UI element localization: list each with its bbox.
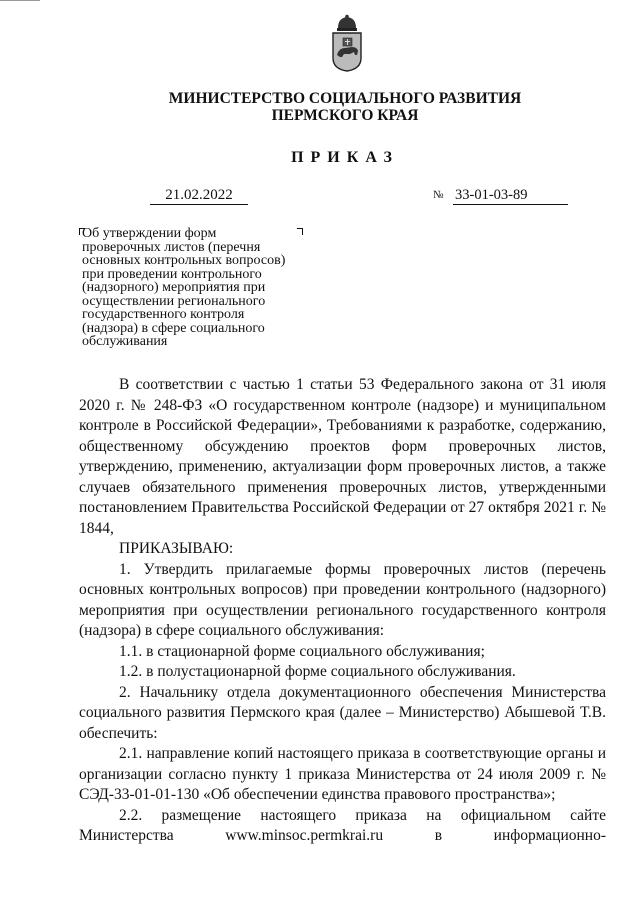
document-type: ПРИКАЗ xyxy=(291,149,399,166)
number-sign: № xyxy=(433,189,444,201)
subject-line: проверочных листов (перечня xyxy=(82,239,261,255)
item-2: 2. Начальнику отдела документационного обеспечения Министерства социального развития Пермского края (далее – Министерство) Абышевой Т.В. обеспечить: xyxy=(79,683,606,742)
item-1: 1. Утвердить прилагаемые формы проверочных листов (перечень основных контрольных вопросов) при проведении контрольного (надзорного) мероприятия при осуществлении регионального государственного контроля (надзора) в сфере социального обслуживания: xyxy=(79,560,606,639)
ministry-name-line2: ПЕРМСКОГО КРАЯ xyxy=(271,107,419,124)
item-1-2: 1.2. в полустационарной форме социального обслуживания. xyxy=(119,663,516,680)
subject-line: Об утверждении форм xyxy=(82,226,217,241)
subject-line: осуществлении регионального xyxy=(82,293,266,309)
ministry-name xyxy=(0,90,640,124)
preamble-paragraph: В соответствии с частью 1 статьи 53 Федерального закона от 31 июля 2020 г. № 248-ФЗ «О государственном контроле (надзоре) и муниципальном контроле в Российской Федерации», Требованиями к разработке, содержанию, общественному обсуждению проектов форм проверочных листов, утверждению, применению, актуализации форм проверочных листов, а также случаев обязательного применения проверочных листов, утвержденными постановлением Правительства Российской Федерации от 27 октября 2021 г. № 1844, xyxy=(79,376,606,537)
subject-line: (надзора) в сфере социального xyxy=(82,320,265,336)
ministry-name-line1: МИНИСТЕРСТВО СОЦИАЛЬНОГО РАЗВИТИЯ xyxy=(168,90,522,107)
item-1-1: 1.1. в стационарной форме социального обслуживания; xyxy=(119,642,485,660)
document-date: 21.02.2022 xyxy=(150,186,248,205)
subject-line: государственного контроля xyxy=(82,307,245,322)
document-subject xyxy=(82,227,322,349)
subject-line: при проведении контрольного xyxy=(82,266,262,282)
perm-krai-coat-of-arms-icon xyxy=(330,14,364,72)
order-word: ПРИКАЗЫВАЮ: xyxy=(119,540,234,557)
item-2-2: 2.2. размещение настоящего приказа на официальном сайте Министерства www.minsoc.permkrai.ru в информационно- xyxy=(79,806,606,844)
item-2-1: 2.1. направление копий настоящего приказа в соответствующие органы и организации согласно пункту 1 приказа Министерства от 24 июля 2009 г. № СЭД-33-01-01-130 «Об обеспечении единства правового пространства»; xyxy=(79,745,606,803)
subject-line: обслуживания xyxy=(82,334,168,349)
document-body xyxy=(79,375,606,847)
subject-line: (надзорного) мероприятия при xyxy=(82,280,266,295)
scan-edge-mark xyxy=(0,0,40,1)
document-number: 33-01-03-89 xyxy=(453,186,568,205)
subject-line: основных контрольных вопросов) xyxy=(82,253,286,268)
